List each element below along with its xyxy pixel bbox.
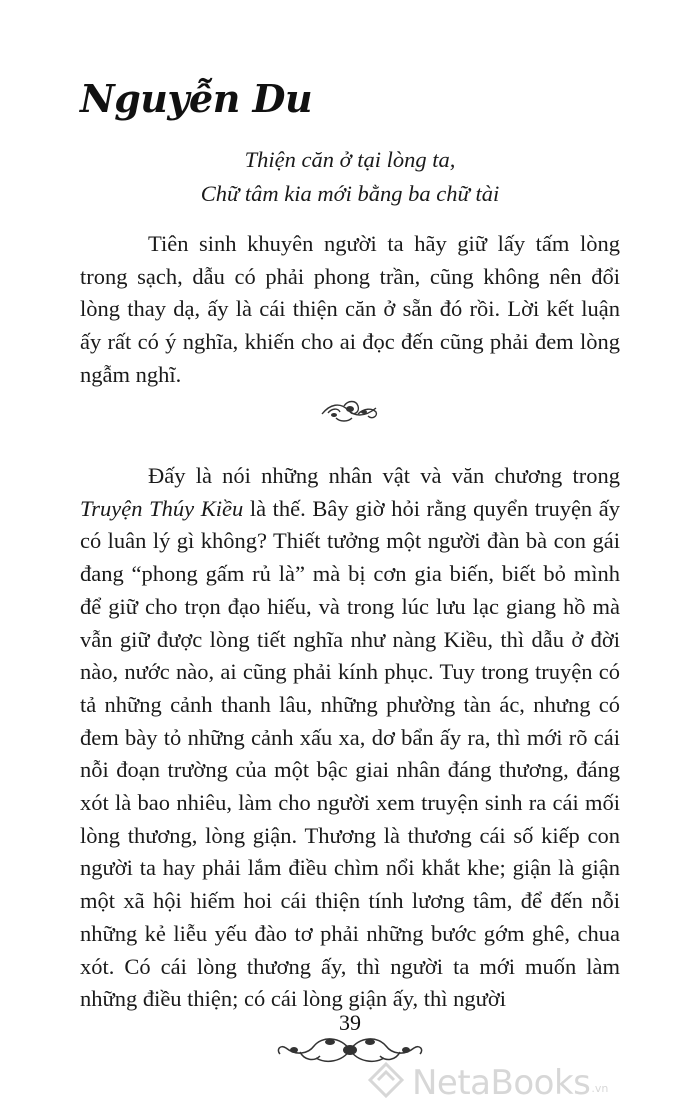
leaf-ornament-icon [318,396,382,431]
verse-line-1: Thiện căn ở tại lòng ta, [244,147,456,172]
page-number: 39 [339,1010,361,1035]
watermark [366,1060,608,1105]
paragraph-2 [80,460,620,1016]
netabooks-logo-icon [366,1060,406,1105]
watermark-suffix: .vn [591,1082,609,1095]
paragraph-2-rest: là thế. Bây giờ hỏi rằng quyển truyện ấy có luân lý gì không? Thiết tưởng một người đàn bà con gái đang “phong gấm rủ là” mà bị cơn gia biến, biết bỏ mình để giữ cho trọn đạo hiếu, và trong lúc lưu lạc giang hồ mà vẫn giữ được lòng tiết nghĩa như nàng Kiều, thì dẫu ở đời nào, nước nào, ai cũng phải kính phục. Tuy trong truyện có tả những cảnh thanh lâu, những phường tàn ác, nhưng có đem bày tỏ những cảnh xấu xa, dơ bẩn ấy ra, thì mới rõ cái nỗi đoạn trường của một bậc giai nhân đáng thương, đáng xót là bao nhiêu, làm cho người xem truyện sinh ra cái mối lòng thương, lòng giận. Thương là thương cái số kiếp con người ta hay phải lắm điều chìm nổi khắt khe; giận là giận một xã hội hiếm hoi cái thiện tính lương tâm, để đến nỗi những kẻ liễu yếu đào tơ phải những bước gớm ghê, chua xót. Có cái lòng thương ấy, thì người ta mới muốn làm những điều thiện; có cái lòng giận ấy, thì người [80,495,621,1012]
running-header-author: Nguyễn Du [80,76,313,121]
paragraph-1: Tiên sinh khuyên người ta hãy giữ lấy tấm lòng trong sạch, dẫu có phải phong trần, cũng không nên đổi lòng thay dạ, ấy là cái thiện căn ở sẵn đó rồi. Lời kết luận ấy rất có ý nghĩa, khiến cho ai đọc đến cũng phải đem lòng ngẫm nghĩ. [80,231,620,387]
watermark-brand: NetaBooks [412,1062,591,1103]
verse-line-2: Chữ tâm kia mới bằng ba chữ tài [200,181,500,206]
paragraph-2-lead: Đấy là nói những nhân vật và văn chương trong [148,463,620,488]
book-title: Truyện Thúy Kiều [80,495,244,521]
